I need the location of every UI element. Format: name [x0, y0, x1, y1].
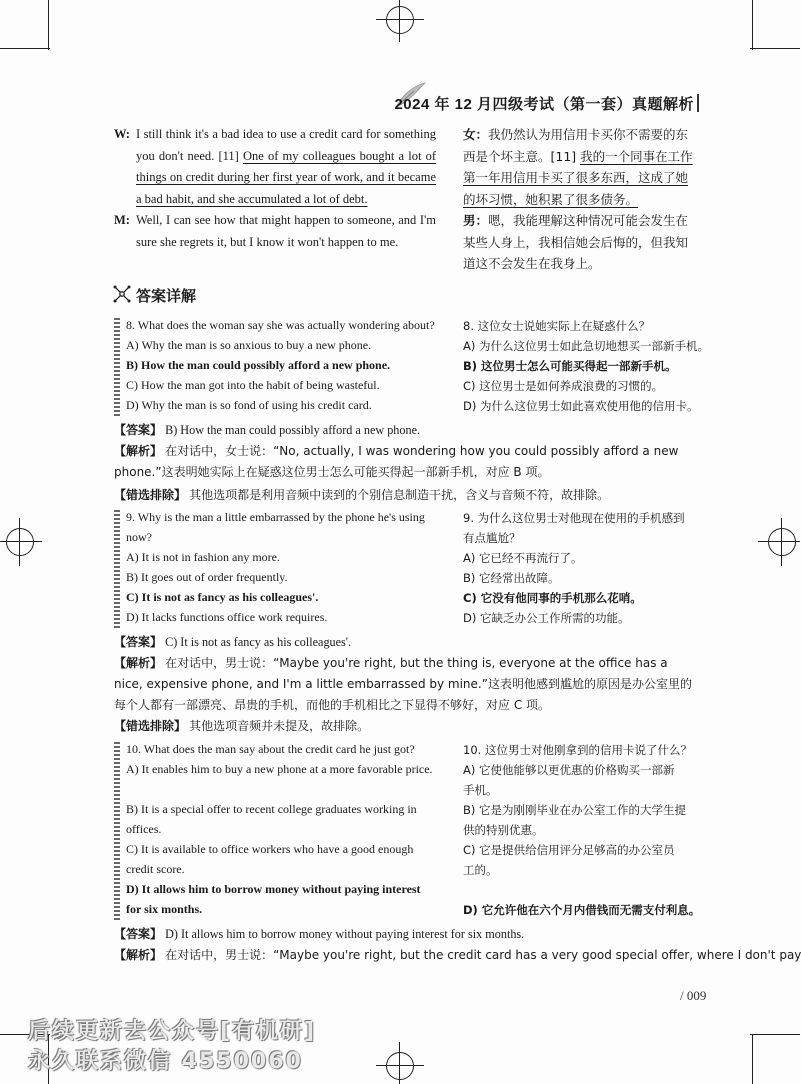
question-8-box — [114, 318, 710, 416]
watermark-line-2: 永久联系微信 4550060 — [28, 1049, 303, 1074]
crop-mark — [750, 48, 800, 49]
crop-mark — [752, 0, 753, 50]
q9-option-c-zh: C) 它没有他同事的手机那么花哨。 — [463, 591, 642, 605]
crop-mark — [0, 48, 50, 49]
q10-stem-en: 10. What does the man say about the credit card he just got? — [126, 742, 415, 756]
q10-option-c-en-cont: credit score. — [126, 862, 185, 876]
q8-option-d-en: D) Why the man is so fond of using his credit card. — [126, 398, 372, 412]
speaker-label: M: — [114, 213, 130, 227]
q9-option-b-en: B) It goes out of order frequently. — [126, 570, 288, 584]
molecule-icon — [112, 284, 132, 304]
dialogue-text-en: Well, I can see how that might happen to someone, and I'm sure she regrets it, but I know it won't happen to me. — [136, 213, 436, 249]
dialogue-text-en: I still think it's a bad idea to use a credit card for something you don't need. [11] One of my colleagues bought a lot of things on credit during her first year of work, and it became a bad habit, and she accumulated a lot of debt. — [136, 127, 437, 206]
q9-answer: 【答案】 C) It is not as fancy as his colleagues'. — [114, 635, 352, 649]
question-9-box — [114, 510, 704, 628]
q9-stem-en-cont: now? — [126, 530, 152, 544]
section-title: 答案详解 — [136, 287, 197, 305]
q10-option-a-en: A) It enables him to buy a new phone at a more favorable price. — [126, 762, 433, 776]
speaker-label: W: — [114, 127, 130, 141]
q8-stem-en: 8. What does the woman say she was actually wondering about? — [126, 318, 435, 332]
question-bar — [114, 510, 120, 628]
q9-option-c-en: C) It is not as fancy as his colleagues'. — [126, 590, 319, 604]
q8-option-c-en: C) How the man got into the habit of being wasteful. — [126, 378, 380, 392]
q8-option-a-en: A) Why the man is so anxious to buy a new phone. — [126, 338, 372, 352]
q9-option-b-zh: B) 它经常出故障。 — [463, 571, 560, 585]
q10-option-c-en: C) It is available to office workers who have a good enough — [126, 842, 414, 856]
q9-stem-zh-cont: 有点尴尬？ — [463, 531, 521, 545]
q10-option-c-zh-cont: 工的。 — [463, 863, 498, 877]
header-divider — [697, 94, 699, 112]
q8-exclusion: 【错选排除】 其他选项都是利用音频中读到的个别信息制造干扰，含义与音频不符，故排除。 — [114, 488, 610, 502]
q10-option-d-en-cont: for six months. — [126, 902, 203, 916]
q9-stem-en: 9. Why is the man a little embarrassed by the phone he's using — [126, 510, 425, 524]
q10-option-d-zh: D) 它允许他在六个月内借钱而无需支付利息。 — [463, 903, 701, 917]
q8-answer: 【答案】 B) How the man could possibly afford a new phone. — [114, 423, 421, 437]
crop-mark — [750, 1034, 800, 1035]
page-header-title: 2024 年 12 月四级考试（第一套）真题解析 — [394, 96, 694, 113]
page-number: / 009 — [680, 988, 707, 1003]
q10-stem-zh: 10. 这位男士对他刚拿到的信用卡说了什么？ — [463, 743, 692, 757]
q9-option-a-en: A) It is not in fashion any more. — [126, 550, 280, 564]
crop-mark — [48, 0, 49, 50]
q8-option-d-zh: D) 为什么这位男士如此喜欢使用他的信用卡。 — [463, 399, 699, 413]
q10-option-b-en: B) It is a special offer to recent college graduates working in — [126, 802, 417, 816]
q10-option-c-zh: C) 它是提供给信用评分足够高的办公室员 — [463, 843, 675, 857]
q10-option-b-en-cont: offices. — [126, 822, 162, 836]
question-10-box — [114, 742, 704, 920]
q10-answer: 【答案】 D) It allows him to borrow money without paying interest for six months. — [114, 927, 525, 941]
q10-option-a-zh-cont: 手机。 — [463, 783, 498, 797]
q10-option-b-zh-cont: 供的特别优惠。 — [463, 823, 544, 837]
q9-option-d-en: D) It lacks functions office work requires. — [126, 610, 328, 624]
q8-option-c-zh: C) 这位男士是如何养成浪费的习惯的。 — [463, 379, 664, 393]
q9-analysis: 【解析】 在对话中，男士说：“Maybe you're right, but the thing is, everyone at the office has a nice, expensive phone, and I'm a little embarrassed by mine.”这表明他感到尴尬的原因是办公室里的每个人都有一部漂亮、昂贵的手机，而他的手机相比之下显得不够好，对应 C 项。 — [114, 656, 692, 712]
q8-stem-zh: 8. 这位女士说她实际上在疑惑什么？ — [463, 319, 651, 333]
dialogue-text-zh: 女：我仍然认为用信用卡买你不需要的东西是个坏主意。[11] 我的一个同事在工作第一年用信用卡买了很多东西，这成了她的坏习惯，她积累了很多债务。 — [463, 127, 693, 207]
q9-option-a-zh: A) 它已经不再流行了。 — [463, 551, 583, 565]
q10-analysis: 【解析】 在对话中，男士说：“Maybe you're right, but the credit card has a very good special offer, where I don't pay — [114, 948, 801, 962]
q8-option-b-zh: B) 这位男士怎么可能买得起一部新手机。 — [463, 359, 677, 373]
q9-exclusion: 【错选排除】 其他选项音频并未提及，故排除。 — [114, 719, 370, 733]
q8-analysis: 【解析】 在对话中，女士说：“No, actually, I was wondering how you could possibly afford a new phone.”这表明她实际上在疑惑这位男士怎么可能买得起一部新手机，对应 B 项。 — [114, 444, 679, 479]
watermark-line-1: 后续更新去公众号[有机研] — [28, 1019, 317, 1044]
q10-option-d-en: D) It allows him to borrow money without paying interest — [126, 882, 421, 896]
q9-stem-zh: 9. 为什么这位男士对他现在使用的手机感到 — [463, 511, 685, 525]
q8-option-b-en: B) How the man could possibly afford a new phone. — [126, 358, 391, 372]
q10-option-b-zh: B) 它是为刚刚毕业在办公室工作的大学生提 — [463, 803, 687, 817]
crop-mark — [752, 1034, 753, 1084]
dialogue-text-zh: 男：嗯，我能理解这种情况可能会发生在某些人身上，我相信她会后悔的，但我知道这不会发生在我身上。 — [463, 213, 689, 271]
q9-option-d-zh: D) 它缺乏办公工作所需的功能。 — [463, 611, 630, 625]
q10-option-a-zh: A) 它使他能够以更优惠的价格购买一部新 — [463, 763, 675, 777]
q8-option-a-zh: A) 为什么这位男士如此急切地想买一部新手机。 — [463, 339, 710, 353]
question-bar — [114, 318, 120, 416]
question-bar — [114, 742, 120, 920]
